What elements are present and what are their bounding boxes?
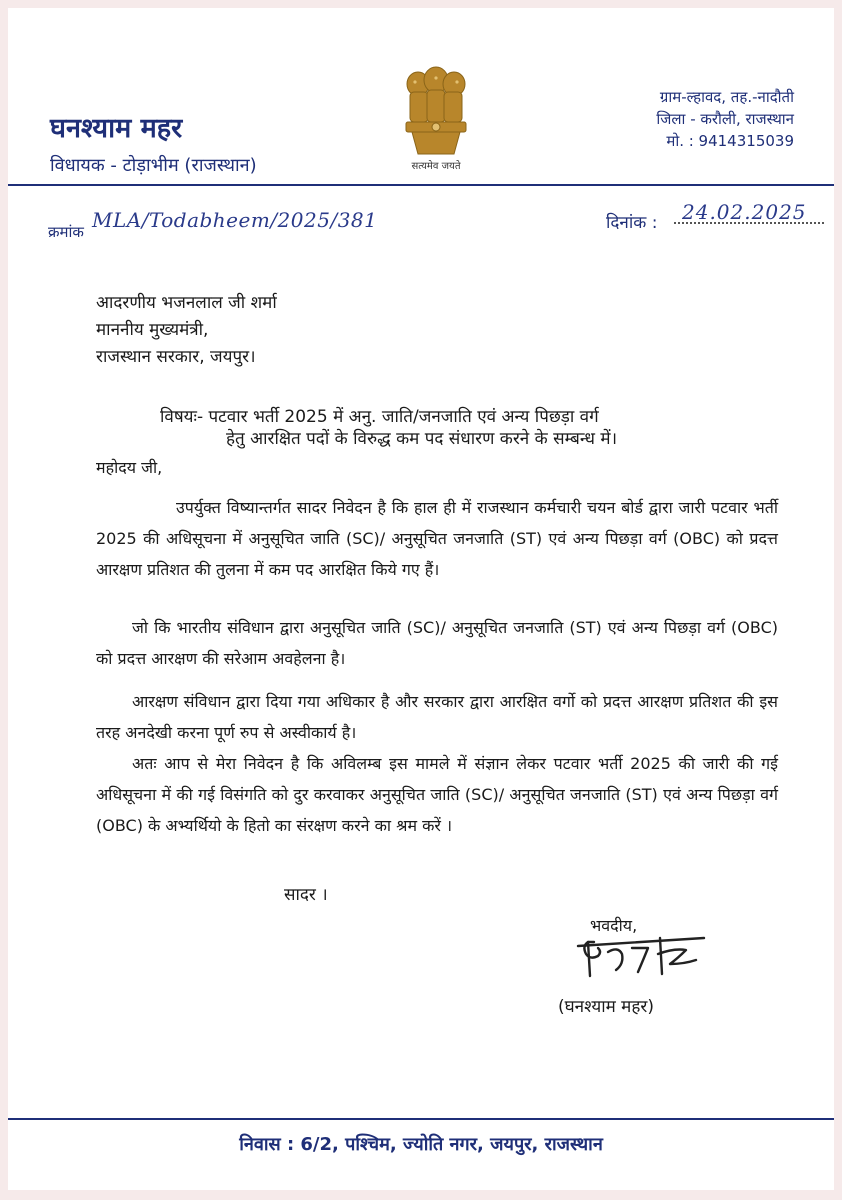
footer-residence: निवास : 6/2, पश्चिम, ज्योति नगर, जयपुर, राजस्थान [239,1134,603,1155]
footer-divider [8,1118,834,1120]
header-divider [8,184,834,186]
phone-number: मो. : 9414315039 [666,132,794,150]
closing-yours: भवदीय, [590,916,638,935]
handwritten-signature [574,924,754,994]
recipient-block [96,290,277,371]
recipient-title: माननीय मुख्यमंत्री, [96,320,209,340]
date-label: दिनांक : [606,213,658,233]
emblem-motto: सत्यमेव जयते [411,161,461,172]
reference-label: क्रमांक [48,223,84,241]
body-paragraph-1: उपर्युक्त विष्यान्तर्गत सादर निवेदन है कि हाल ही में राजस्थान कर्मचारी चयन बोर्ड द्वारा जारी पटवार भर्ती 2025 की अधिसूचना में अनुसूचित जाति (SC)/ अनुसूचित जनजाति (ST) एवं अन्य पिछड़ा वर्ग (OBC) को प्रदत्त आरक्षण प्रतिशत की तुलना में कम पद आरक्षित किये गए हैं। [96,498,778,579]
body-paragraph-4: अतः आप से मेरा निवेदन है कि अविलम्ब इस मामले में संज्ञान लेकर पटवार भर्ती 2025 की जारी की गई अधिसूचना में की गई विसंगति को दुर करवाकर अनुसूचित जाति (SC)/ अनुसूचित जनजाति (ST) एवं अन्य पिछड़ा वर्ग (OBC) के अभ्यर्थियो के हितो का संरक्षण करने का श्रम करें । [96,754,778,835]
letterhead-name: घनश्याम महर [50,113,183,144]
subject-block [160,406,617,450]
closing-regards: सादर । [284,885,328,905]
recipient-office: राजस्थान सरकार, जयपुर। [96,347,256,367]
recipient-name: आदरणीय भजनलाल जी शर्मा [96,293,277,313]
reference-number: MLA/Todabheem/2025/381 [92,208,378,232]
salutation: महोदय जी, [96,458,163,477]
date-value: 24.02.2025 [682,200,807,224]
body-paragraph-2: जो कि भारतीय संविधान द्वारा अनुसूचित जाति (SC)/ अनुसूचित जनजाति (ST) एवं अन्य पिछड़ा वर्ग (OBC) को प्रदत्त आरक्षण की सरेआम अवहेलना है। [96,618,778,668]
subject-line-2: हेतु आरक्षित पदों के विरुद्ध कम पद संधारण करने के सम्बन्ध में। [226,429,618,449]
address-line-district: जिला - करौली, राजस्थान [656,110,794,128]
body-paragraph-3: आरक्षण संविधान द्वारा दिया गया अधिकार है और सरकार द्वारा आरक्षित वर्गो को प्रदत्त आरक्षण प्रतिशत की इस तरह अनदेखी करना पूर्ण रुप से अस्वीकार्य है। [96,692,778,742]
letterhead-designation: विधायक - टोड़ाभीम (राजस्थान) [50,155,257,176]
address-line-village: ग्राम-ल्हावद, तह.-नादौती [659,88,794,106]
signer-name: (घनश्याम महर) [558,997,654,1017]
letterhead-address [656,86,794,152]
subject-line-1: विषयः- पटवार भर्ती 2025 में अनु. जाति/जनजाति एवं अन्य पिछड़ा वर्ग [160,407,599,427]
letter-page [8,8,834,1190]
